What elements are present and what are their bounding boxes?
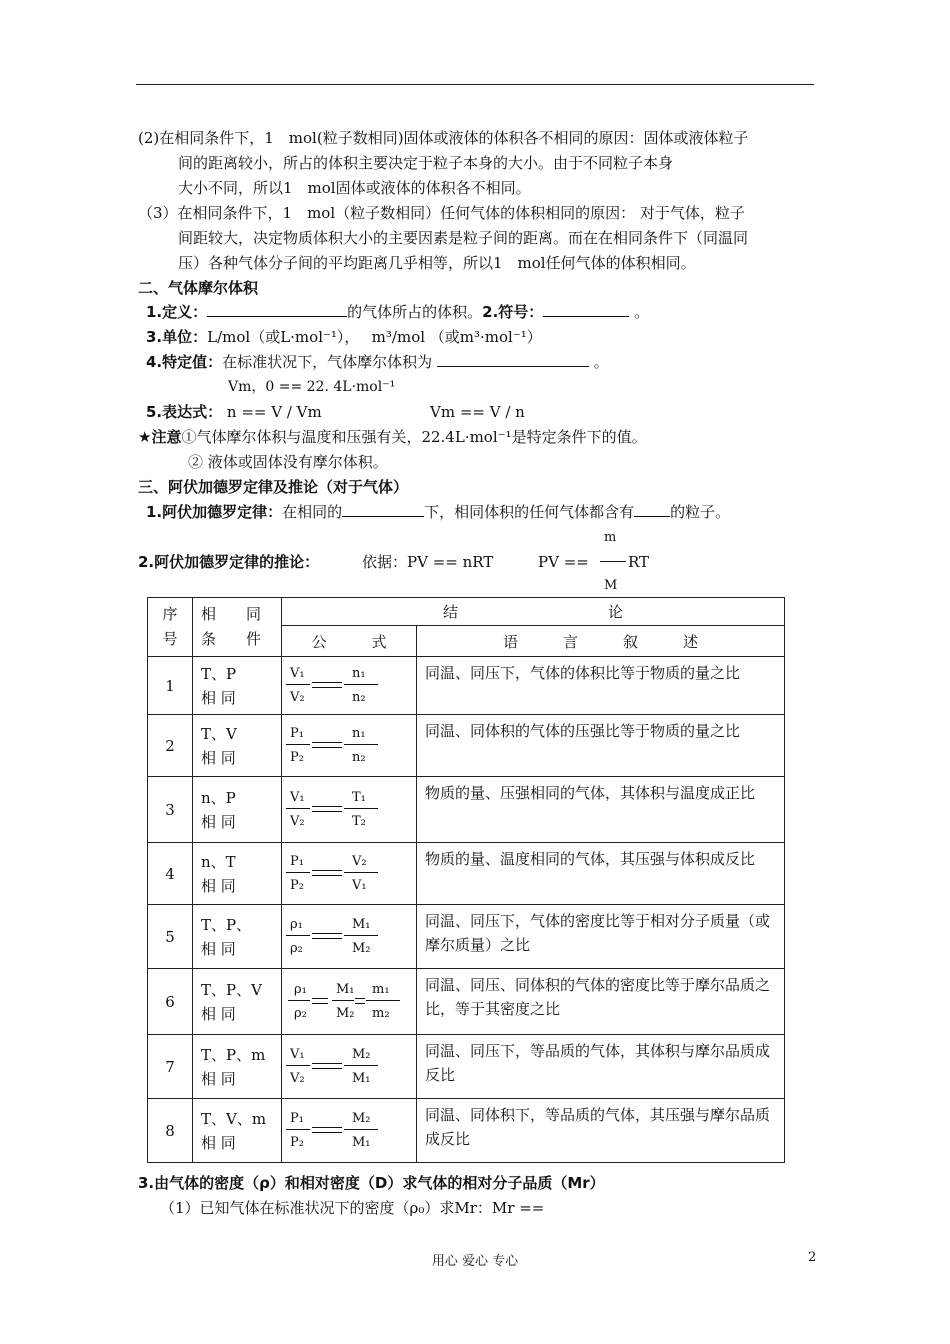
header-no: 序 号 [148, 598, 193, 657]
value-text: 在标准状况下，气体摩尔体积为 [222, 353, 433, 371]
row-condition: T、V 相 同 [193, 715, 282, 777]
header-description: 语 言 叙 述 [417, 626, 785, 657]
law-line [146, 502, 730, 522]
note-label: ★注意 [138, 428, 182, 446]
table-row [148, 905, 785, 969]
para2-line3: 大小不同，所以1 mol固体或液体的体积各不相同。 [178, 179, 531, 197]
row-condition: T、P、V 相 同 [193, 969, 282, 1035]
law-b: 下，相同体积的任何气体都含有 [424, 503, 635, 521]
row-number: 7 [148, 1035, 193, 1099]
page-number: 2 [808, 1250, 817, 1265]
para2-line1: (2)在相同条件下，1 mol(粒子数相同)固体或液体的体积各不相同的原因：固体或液体粒子 [138, 129, 749, 147]
row-number: 6 [148, 969, 193, 1035]
pv-M: M [604, 578, 618, 593]
def-blank [207, 302, 347, 317]
section3-title: 三、阿伏加德罗定律及推论（对于气体） [138, 478, 409, 496]
table-row [148, 1035, 785, 1099]
sym-blank [543, 302, 629, 317]
section-density-title: 3.由气体的密度（ρ）和相对密度（D）求气体的相对分子品质（Mr） [138, 1174, 605, 1192]
expression-line [146, 402, 322, 422]
basis: 依据：PV == nRT [362, 553, 494, 571]
para3-line1: （3）在相同条件下，1 mol（粒子数相同）任何气体的体积相同的原因： 对于气体，粒子 [138, 204, 745, 222]
sym-end: 。 [634, 303, 650, 321]
table-row [148, 843, 785, 905]
row-number: 2 [148, 715, 193, 777]
row-description: 同温、同压下，等品质的气体，其体积与摩尔品质成反比 [417, 1035, 785, 1099]
row-description: 物质的量、温度相同的气体，其压强与体积成反比 [417, 843, 785, 905]
pv-rt: RT [628, 553, 650, 571]
unit-text: L/mol（或L·mol⁻¹）， m³/mol （或m³·mol⁻¹） [207, 328, 542, 346]
row-formula: ρ₁ ρ₂ M₁ M₂ [282, 905, 417, 969]
value-line [146, 352, 609, 372]
row-formula: P₁ P₂ V₂ V₁ [282, 843, 417, 905]
header-rule [136, 84, 814, 85]
value-label: 4.特定值： [146, 353, 223, 371]
table-row [148, 1099, 785, 1163]
value-blank [437, 352, 589, 367]
note-2: ② 液体或固体没有摩尔体积。 [188, 453, 388, 471]
row-condition: n、T 相 同 [193, 843, 282, 905]
row-number: 1 [148, 657, 193, 715]
row-condition: T、P 相 同 [193, 657, 282, 715]
pv-equals: PV == [538, 553, 589, 571]
def-label: 1.定义： [146, 303, 208, 321]
unit-label: 3.单位： [146, 328, 208, 346]
row-number: 3 [148, 777, 193, 843]
section2-title: 二、气体摩尔体积 [138, 279, 259, 297]
table-row [148, 777, 785, 843]
footer-text: 用心 爱心 专心 [431, 1254, 519, 1269]
row-description: 同温、同压、同体积的气体的密度比等于摩尔品质之比，等于其密度之比 [417, 969, 785, 1035]
note-1: ①气体摩尔体积与温度和压强有关，22.4L·mol⁻¹是特定条件下的值。 [181, 428, 647, 446]
row-condition: T、V、m 相 同 [193, 1099, 282, 1163]
density-item-1: （1）已知气体在标准状况下的密度（ρ₀）求Mr：Mr == [160, 1199, 545, 1217]
row-number: 8 [148, 1099, 193, 1163]
expr-2: Vm == V / n [430, 403, 525, 421]
law-c: 的粒子。 [670, 503, 731, 521]
header-condition: 相 同 条 件 [193, 598, 282, 657]
row-description: 同温、同体积下，等品质的气体，其压强与摩尔品质成反比 [417, 1099, 785, 1163]
para3-line2: 间距较大，决定物质体积大小的主要因素是粒子间的距离。而在在相同条件下（同温同 [178, 229, 749, 247]
row-description: 同温、同压下，气体的体积比等于物质的量之比 [417, 657, 785, 715]
row-condition: T、P、m 相 同 [193, 1035, 282, 1099]
row-condition: n、P 相 同 [193, 777, 282, 843]
pv-m: m [604, 530, 617, 545]
table-row [148, 969, 785, 1035]
row-description: 同温、同体积的气体的压强比等于物质的量之比 [417, 715, 785, 777]
row-formula: V₁ V₂ n₁ n₂ [282, 657, 417, 715]
unit-line [146, 327, 542, 347]
row-formula: P₁ P₂ n₁ n₂ [282, 715, 417, 777]
inference-line [138, 552, 319, 572]
row-formula: P₁ P₂ M₂ M₁ [282, 1099, 417, 1163]
expr-1: n == V / Vm [226, 403, 322, 421]
header-conclusion: 结 论 [282, 598, 785, 626]
law-blank-1 [342, 502, 424, 517]
row-formula: V₁ V₂ T₁ T₂ [282, 777, 417, 843]
table-row [148, 715, 785, 777]
row-number: 5 [148, 905, 193, 969]
header-formula: 公 式 [282, 626, 417, 657]
law-a: 在相同的 [282, 503, 343, 521]
para3-line3: 压）各种气体分子间的平均距离几乎相等，所以1 mol任何气体的体积相同。 [178, 254, 696, 272]
row-number: 4 [148, 843, 193, 905]
row-description: 物质的量、压强相同的气体，其体积与温度成正比 [417, 777, 785, 843]
expr-label: 5.表达式： [146, 403, 223, 421]
def-text: 的气体所占的体积。 [347, 303, 483, 321]
row-formula: ρ₁ ρ₂ M₁ M₂ m₁ m₂ [282, 969, 417, 1035]
note-line [138, 427, 647, 447]
row-condition: T、P、 相 同 [193, 905, 282, 969]
inference-label: 2.阿伏加德罗定律的推论： [138, 553, 320, 571]
table-row [148, 657, 785, 715]
para2-line2: 间的距离较小，所占的体积主要决定于粒子本身的大小。由于不同粒子本身 [178, 154, 674, 172]
sym-label: 2.符号： [482, 303, 544, 321]
law-label: 1.阿伏加德罗定律： [146, 503, 283, 521]
row-formula: V₁ V₂ M₂ M₁ [282, 1035, 417, 1099]
pv-fraction-bar [600, 561, 626, 562]
avogadro-table [147, 597, 785, 1163]
law-blank-2 [634, 502, 670, 517]
row-description: 同温、同压下，气体的密度比等于相对分子质量（或摩尔质量）之比 [417, 905, 785, 969]
vm0-line: Vm，0 == 22. 4L·mol⁻¹ [228, 379, 396, 395]
value-end: 。 [593, 353, 609, 371]
definition-line [146, 302, 649, 322]
